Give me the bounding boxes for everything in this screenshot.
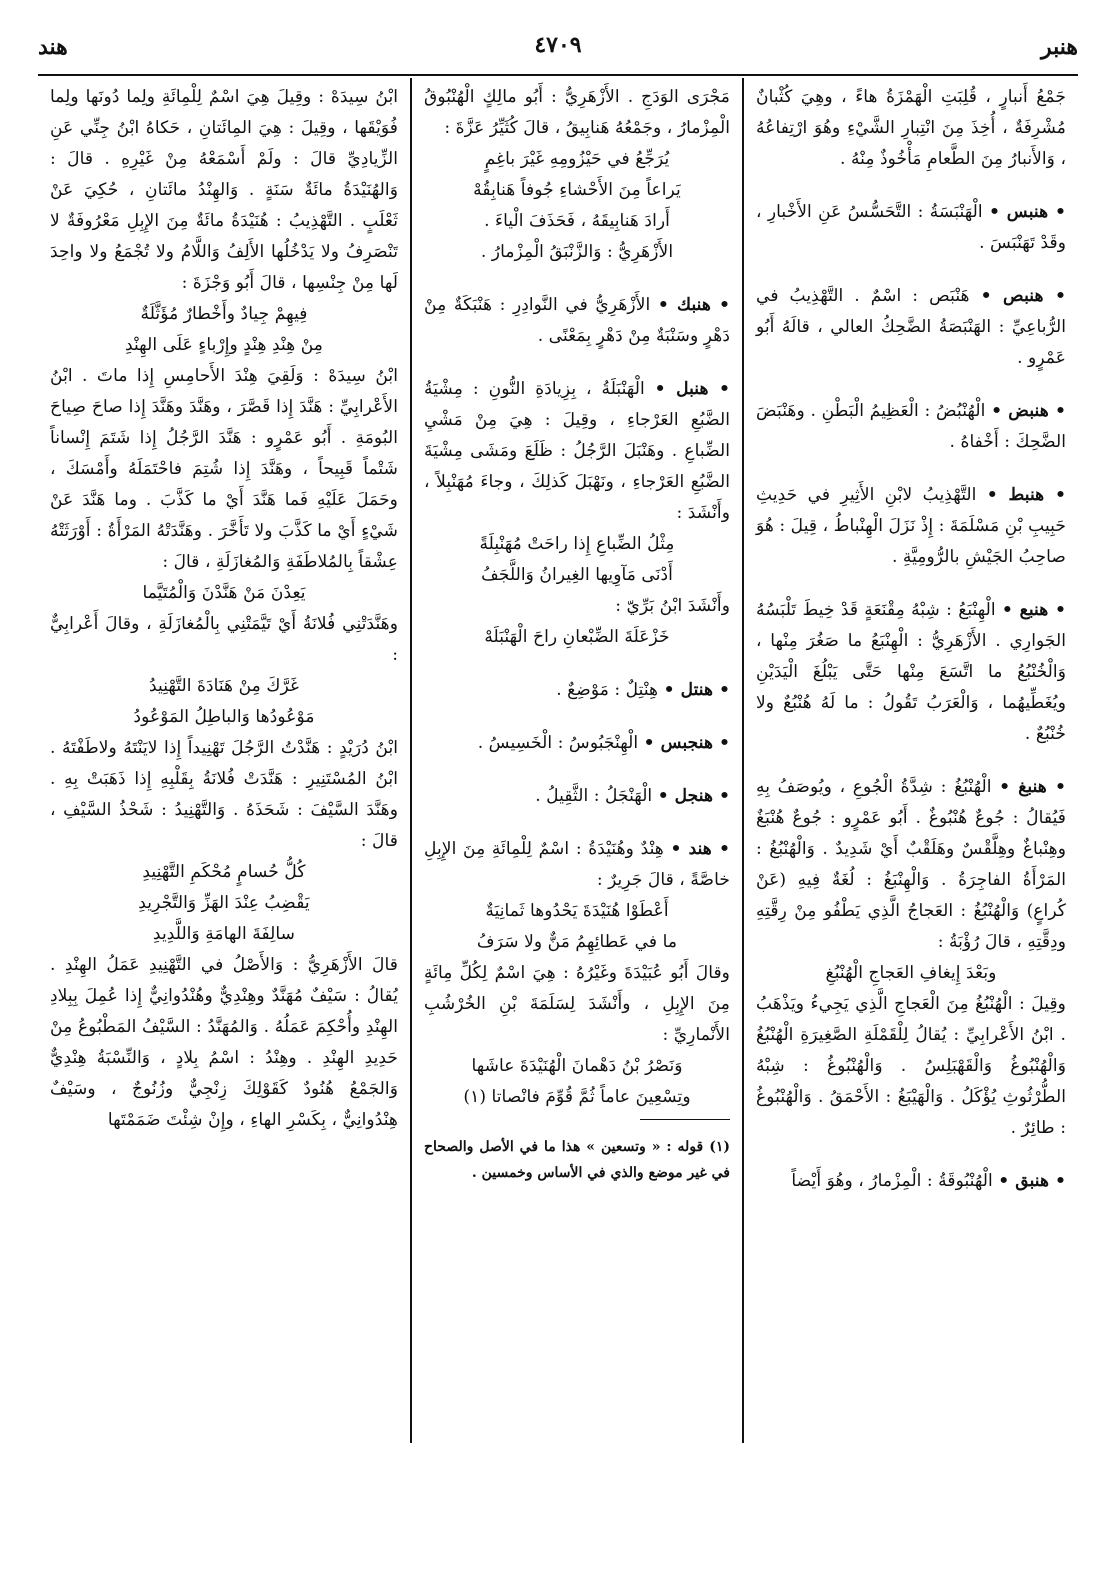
entry-text: مَجْرَى الوَدَجِ . الأَزْهَرِيُّ : أَبُو مالِكٍ الْهُنْبُوقُ الْمِزْمارُ ، وجَمْعُهُ هَنابِيقُ ، قالَ كُثَيِّرُ عَزَّةَ : (424, 87, 730, 138)
entry-root: • هنبغ • (999, 777, 1066, 797)
column-left (38, 78, 410, 1443)
page-number: ٤٧٠٩ (534, 32, 582, 58)
entry-text: وقِيلَ : الْهُنْبُغُ مِنَ الْعَجاجِ الَّذِي يَجِيءُ ويَذْهَبُ . ابْنُ الأَعْرابِيِّ : يُقالُ لِلْقَمْلَةِ الصَّغِيرَةِ الْهُنْبُغُ وَالْهُنْبُوغُ وَالْقَهْبَلِسُ . وَالْهُنْبُوغُ : شِبْهُ الطُّرْثُوثِ يُؤْكَلُ . وَالْهَيْبَغُ : الأَحْمَقُ . وَالْهُنْبُوغُ : طائِرٌ . (756, 994, 1066, 1138)
entry-root: • هنبل • (654, 379, 730, 399)
verse-line: أَدْنَى مَآوِيها الغِيرانُ وَاللَّجَفُ (481, 565, 673, 585)
verse-line: مِثْلُ الضِّباعِ إِذا راحَتْ مُهَنْبِلَةً (479, 534, 675, 554)
entry-text: جَمْعُ أَنبارٍ ، قُلِبَتِ الْهَمْزَةُ هاءً ، وهِيَ كُثْبانٌ مُشْرِفَةٌ ، أُخِذَ مِنَ انْتِبارِ الشَّيْءِ وهُوَ ارْتِفاعُهُ ، وَالأَنبارُ مِنَ الطَّعامِ مَأْخُوذٌ مِنْهُ . (756, 87, 1066, 169)
entry-hnbt (756, 480, 1066, 573)
column-middle (410, 78, 744, 1443)
entry-root: • هنجل • (657, 786, 730, 806)
entry-root: • هنبص • (980, 286, 1067, 306)
entry-hnbg (756, 772, 1066, 1144)
entry-root: • هنبق • (998, 1171, 1066, 1191)
verse-line: يُرَجِّعُ في حَيْزُومِهِ غَيْرَ باغِمٍ (484, 149, 670, 169)
entry-text: وقالَ أَبُو عُبَيْدَةَ وغَيْرُهُ : هِيَ اسْمٌ لِكُلِّ مِائَةٍ مِنَ الإِبِلِ ، وأَنْشَدَ لِسَلَمَةَ بْنِ الخُرْشُبِ الأَنْمارِيِّ : (424, 963, 730, 1045)
entry-text: الأَزْهَرِيُّ : وَالزَّنْبَقُ الْمِزْمارُ . (480, 242, 674, 262)
entry-text: الْهَنْجَلُ : الثَّقِيلُ . (535, 786, 653, 806)
entry-root: • هنتل • (663, 680, 730, 700)
entry-hnjbs (424, 728, 730, 759)
entry-text: هِنْتِلٌ : مَوْضِعٌ . (556, 680, 659, 700)
footnote-divider (640, 1119, 730, 1120)
entry-continuation (756, 82, 1066, 175)
verse-line: كُلُّ حُسامٍ مُحْكَمِ التَّهْنِيدِ (142, 862, 306, 882)
column-right (744, 78, 1078, 1443)
entry-hnbs (756, 197, 1066, 259)
entry-hnbd (756, 396, 1066, 458)
verse-line: وَنَصْرُ بْنُ دَهْمانَ الْهُنَيْدَةَ عاشَها (471, 1056, 683, 1076)
entry-text: ابْنُ دُرَيْدٍ : هَنَّدْتُ الرَّجُلَ تَهْنِيداً إِذا لايَنْتَهُ ولاطَفْتَهُ . ابْنُ المُسْتَنِيرِ : هَنَّدَتْ فُلانَةُ بِقَلْبِهِ إِذا ذَهَبَتْ بِهِ . وهَنَّدَ السَّيْفَ : شَحَذَهُ . وَالتَّهْنِيدُ : شَحْذُ السَّيْفِ ، قالَ : (50, 738, 398, 851)
dictionary-page (38, 28, 1078, 1448)
entry-root: • هنبع • (1001, 600, 1067, 620)
entry-root: • هنبك • (657, 295, 730, 315)
entry-continuation (424, 82, 730, 268)
entry-root: • هند • (670, 839, 730, 859)
entry-text: الْهَنْبَسَةُ : التَّحَسُّسُ عَنِ الأَخْبارِ ، وقَدْ تَهَنْبَسَ . (756, 202, 1066, 253)
entry-hnd (424, 834, 730, 1113)
entry-text: وهَنَّدَتْنِي فُلانَةُ أَيْ تَيَّمَتْنِي بِالْمُغازَلَةِ ، وقالَ أَعْرابِيٌّ : (50, 614, 398, 665)
entry-hnbl (424, 374, 730, 653)
entry-text: هِنْدٌ وهُنَيْدَةُ : اسْمٌ لِلْمِائَةِ مِنَ الإِبِلِ خاصَّةً ، قالَ جَرِيرٌ : (424, 839, 730, 890)
footnote: (١) قوله : « وتسعين » هذا ما في الأصل والصحاح في غير موضع والذي في الأساس وخمسين . (424, 1139, 730, 1181)
entry-text: الْهُنْبُضُ : الْعَظِيمُ الْبَطْنِ . وهَنْبَضَ الضَّحِكَ : أَخْفاهُ . (756, 401, 1066, 452)
verse-line: مَوْعُودُها وَالباطِلُ المَوْعُودُ (133, 707, 315, 727)
verse-line: يَعِدْنَ مَنْ هَنَّدْنَ وَالْمُتَيَّما (142, 583, 306, 603)
entry-text: الْهُنْبُوقَةُ : الْمِزْمارُ ، وهُوَ أَيْضاً (791, 1171, 993, 1191)
entry-text: الْهِنْبَعُ : شِبْهُ مِقْنَعَةٍ قَدْ خِيطَ تَلْبَسُهُ الجَوارِي . الأَزْهَرِيُّ : الْهِنْبَعُ ما صَغُرَ مِنْها ، وَالْخُنْبُعُ ما اتَّسَعَ مِنْها حَتَّى يَبْلُغَ الْيَدَيْنِ ويُغَطِّيهُما ، وَالْعَرَبُ تَقُولُ : ما لَهُ هُنْبُعٌ ولا خُنْبُعٌ . (756, 600, 1066, 744)
verse-line: يَقْضِبُ عِنْدَ الهَزِّ وَالتَّجْرِيدِ (138, 893, 310, 913)
entry-hnbk (424, 290, 730, 352)
page-header (38, 28, 1078, 76)
entry-hnjl (424, 781, 730, 812)
columns (38, 78, 1078, 1443)
verse-line: وبَعْدَ إِيغافِ العَجاجِ الْهُنْبُغِ (825, 963, 997, 983)
verse-line: فِيهِمْ جِيادٌ وأَخْطارٌ مُؤَثَّلَةٌ (140, 304, 308, 324)
entry-text: الْهُنْبُغُ : شِدَّةُ الْجُوعِ ، ويُوصَفُ بِهِ فَيُقالُ : جُوعٌ هُنْبُوغٌ . أَبُو عَمْرٍو : جُوعٌ هُنْبَغٌ وهِنْباغٌ وهِلَّقْسٌ وهَلَقْبٌ أَيْ شَدِيدٌ . وَالْهُنْبُغُ : المَرْأَةُ الفاجِرَةُ . وَالْهِنْبَغُ : لُغَةٌ فِيهِ (عَنْ كُراعٍ) وَالْهُنْبُغُ : العَجاجُ الَّذِي يَطْفُو مِنْ رِقَّتِهِ ودِقَّتِهِ ، قالَ رُؤْبَةُ : (756, 777, 1066, 952)
entry-root: • هنجبس • (643, 733, 730, 753)
verse-line: أَعْطَوْا هُنَيْدَةَ يَحْدُوها ثَمانِيَةٌ (485, 901, 669, 921)
entry-hnba (756, 595, 1066, 750)
entry-text: الْهِنْجَبُوسُ : الْخَسِيسُ . (477, 733, 639, 753)
entry-hnbq (756, 1166, 1066, 1197)
entry-root: • هنبس • (988, 202, 1066, 222)
entry-text: قالَ الأَزْهَرِيُّ : وَالأَصْلُ في التَّهْنِيدِ عَمَلُ الهِنْدِ . يُقالُ : سَيْفٌ مُهَنَّدٌ وهِنْدِيٌّ وهُنْدُوانِيٌّ إِذا عُمِلَ بِبِلادِ الهِنْدِ وأُحْكِمَ عَمَلُهُ . وَالمُهَنَّدُ : السَّيْفُ المَطْبُوعُ مِنْ حَدِيدِ الهِنْدِ . وهِنْدُ : اسْمُ بِلادٍ ، وَالنِّسْبَةُ هِنْدِيٌّ وَالجَمْعُ هُنُودٌ كَقَوْلِكَ زِنْجِيٌّ وزُنُوجٌ ، وسَيْفٌ هِنْدُوانِيٌّ ، بِكَسْرِ الهاءِ ، وإِنْ شِئْتَ ضَمَمْتَها (50, 955, 398, 1130)
verse-line: يَراعاً مِنَ الأَحْشاءِ جُوفاً هَنابِقُهْ (473, 180, 681, 200)
entry-text: التَّهْذِيبُ لابْنِ الأَثِيرِ في حَدِيثِ حَبِيبِ بْنِ مَسْلَمَةَ : إِذْ نَزَلَ الْهِنْباطُ ، قِيلَ : هُوَ صاحِبُ الجَيْشِ بالرُّومِيَّةِ . (756, 485, 1066, 567)
entry-hnbs2 (756, 281, 1066, 374)
entry-text: الْهَنْبَلَةُ ، بِزِيادَةِ النُّونِ : مِشْيَةُ الضَّبُعِ العَرْجاءِ ، وقِيلَ : هِيَ مِنْ مَشْيِ الضِّباعِ . وهَنْبَلَ الرَّجُلُ : ظَلَعَ ومَشَى مِشْيَةَ الضَّبُعِ العَرْجاءِ ، ونَهْبَلَ كَذلِكَ ، وجاءَ مُهَنْبِلاً ، وأَنْشَدَ : (424, 379, 730, 523)
verse-line: خَزْعَلَةَ الضِّبْعانِ راحَ الْهَنْبَلَهْ (484, 627, 670, 647)
verse-line: غَرَّكَ مِنْ هَنَادَةَ التَّهْنِيدُ (149, 676, 299, 696)
entry-hntl (424, 675, 730, 706)
entry-root: • هنبض • (991, 401, 1066, 421)
header-guide-word-left: هند (38, 34, 68, 60)
verse-line: سالِفَةَ الهامَةِ وَاللَّدِيدِ (152, 924, 296, 944)
entry-root: • هنبط • (986, 485, 1066, 505)
verse-line: مِنْ هِنْدِ هِنْدٍ وإِرْباءٍ عَلَى الهِنْدِ (124, 335, 324, 355)
verse-line: وتِسْعِينَ عاماً ثُمَّ قُوِّمَ فانْصاتا (١) (463, 1087, 691, 1107)
entry-text: الأَزْهَرِيُّ في النَّوادِرِ : هَنْبَكَةٌ مِنْ دَهْرٍ وسَنْبَةٌ مِنْ دَهْرٍ بِمَعْنًى . (424, 295, 730, 346)
entry-text: أَرادَ هَنابِيقَهُ ، فَحَذَفَ الْياءَ . (484, 211, 670, 231)
entry-text: ابْنُ سِيدَهْ : وَلَقِيَ هِنْدَ الأَحامِسِ إِذا ماتَ . ابْنُ الأَعْرابِيِّ : هَنَّدَ إِذا قَصَّرَ ، وهَنَّدَ وهَنَّدَ إِذا صاحَ صِياحَ البُومَةِ . أَبُو عَمْرٍو : هَنَّدَ الرَّجُلُ إِذا شَتَمَ إِنْساناً شَتْماً قَبِيحاً ، وهَنَّدَ إِذا شُتِمَ فاحْتَمَلَهُ وأَمْسَكَ ، وحَمَلَ عَلَيْهِ فَما هَنَّدَ أَيْ ما كَذَّبَ . وما هَنَّدَ عَنْ شَيْءٍ أَيْ ما كَذَّبَ ولا تَأَخَّرَ . وهَنَّدَتْهُ المَرْأَةُ : أَوْرَثَتْهُ عِشْقاً بِالمُلاطَفَةِ وَالمُغازَلَةِ ، قالَ : (50, 366, 398, 572)
verse-line: ما في عَطائِهِمُ مَنٌّ ولا سَرَفُ (476, 932, 678, 952)
entry-text: ابْنُ سِيدَهْ : وقِيلَ هِيَ اسْمٌ لِلْمِائَةِ ولِما دُونَها ولِما فُوَيْقَها ، وقِيلَ : هِيَ المِائَتانِ ، حَكاهُ ابْنُ جِنِّي عَنِ الزِّيادِيِّ قالَ : ولَمْ أَسْمَعْهُ مِنْ غَيْرِهِ . قالَ : وَالهُنَيْدَةُ مائَةٌ سَنَةٍ . وَالهِنْدُ مائَتانِ ، حُكِيَ عَنْ ثَعْلَبٍ . التَّهْذِيبُ : هُنَيْدَةُ مائَةٌ مِنَ الإِبِلِ مَعْرُوفَةٌ لا تَنْصَرِفُ ولا يَدْخُلُها الأَلِفُ وَاللَّامُ ولا تُجْمَعُ ولا واحِدَ لَها مِنْ جِنْسِها ، قالَ أَبُو وَجْزَةَ : (50, 87, 398, 293)
entry-text: هَنْبَص : اسْمٌ . التَّهْذِيبُ في الرُّباعِيِّ : الهَنْبَصَةُ الضَّحِكُ العالي ، قالَهُ أَبُو عَمْرٍو . (756, 286, 1066, 368)
entry-text: وأَنْشَدَ ابْنُ بَرِّيّ : (615, 596, 730, 616)
header-guide-word-right: هنبر (1040, 34, 1078, 60)
